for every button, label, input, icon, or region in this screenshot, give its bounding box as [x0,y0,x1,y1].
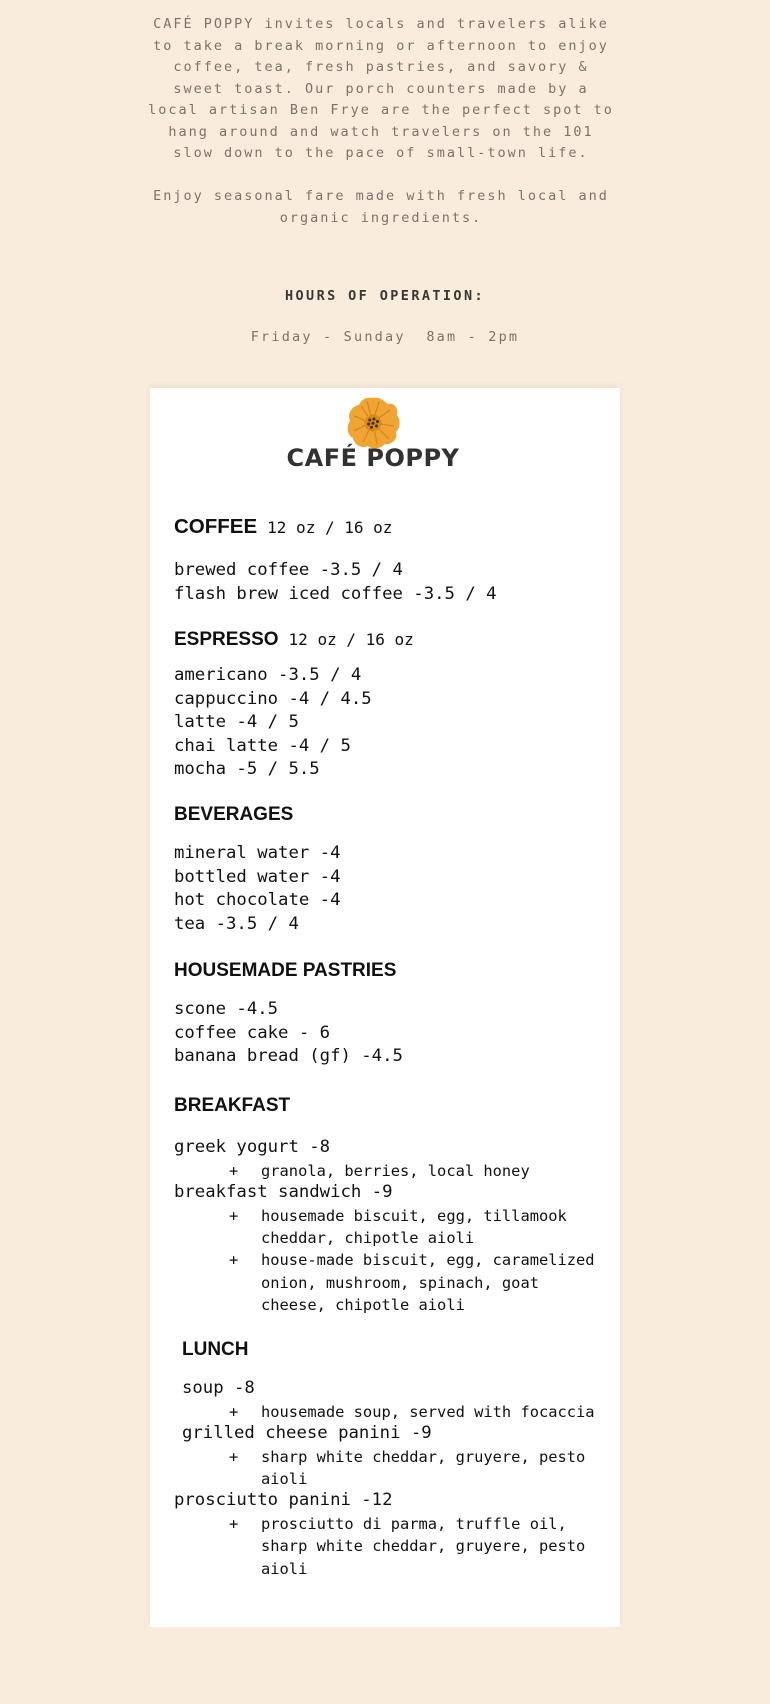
intro-paragraph: CAFÉ POPPY invites locals and travelers alike to take a break morning or afternoon to enjoy coffee, tea, fresh pastries, and savory & sweet toast. Our porch counters made by a local artisan Ben Frye are the perfect spot to hang around and watch travelers on the 101 slow down to the pace of small-town life. [148,16,614,161]
section-title: ESPRESSO [174,629,279,650]
beverages-list [174,842,614,936]
section-heading-coffee [174,515,392,539]
menu-item-detail: + housemade soup, served with focaccia [174,1401,601,1423]
pastries-list [174,998,614,1069]
menu-item: hot chocolate -4 [174,890,341,911]
menu-item: greek yogurt -8 [174,1137,331,1157]
menu-item: mocha -5 / 5.5 [174,759,320,780]
section-title-pastries: HOUSEMADE PASTRIES [174,960,397,981]
menu-card [150,388,620,1627]
menu-item-detail: + sharp white cheddar, gruyere, pesto aioli [229,1447,586,1488]
menu-item: latte -4 / 5 [174,712,299,733]
menu-item-detail: + house-made biscuit, egg, caramelized onion, mushroom, spinach, goat cheese, chipotle aioli [229,1251,595,1315]
menu-item: soup -8 [182,1378,255,1398]
coffee-list [174,559,614,606]
plus-bullet: + [229,1251,239,1270]
menu-item: coffee cake - 6 [174,1022,331,1043]
plus-bullet: + [229,1447,239,1466]
menu-item-detail: + granola, berries, local honey [174,1160,601,1182]
menu-item: mineral water -4 [174,843,341,863]
menu-item: flash brew iced coffee -3.5 / 4 [174,583,497,604]
intro-paragraph-fare: Enjoy seasonal fare made with fresh local and organic ingredients. [153,188,609,226]
section-title-beverages: BEVERAGES [174,804,294,825]
poppy-flower-icon [345,396,401,450]
section-title: COFFEE [174,515,258,538]
section-title-breakfast: BREAKFAST [174,1095,291,1116]
logo-wordmark: CAFÉ POPPY [286,444,460,472]
menu-item: tea -3.5 / 4 [174,913,299,934]
menu-item: americano -3.5 / 4 [174,665,362,685]
menu-item: chai latte -4 / 5 [174,735,351,756]
hours-value [0,329,770,345]
hours-days: Friday - Sunday [250,329,406,345]
menu-item: prosciutto panini -12 [174,1490,393,1511]
menu-item-detail: + housemade biscuit, egg, tillamook cheddar, chipotle aioli [229,1206,567,1247]
hours-heading: HOURS OF OPERATION: [284,288,486,304]
espresso-list [174,664,614,782]
menu-item: bottled water -4 [174,866,341,887]
menu-item-detail: + prosciutto di parma, truffle oil, sharp white cheddar, gruyere, pesto aioli [229,1515,586,1578]
menu-item: banana bread (gf) -4.5 [174,1046,403,1067]
section-sizes: 12 oz / 16 oz [267,518,393,537]
menu-item: cappuccino -4 / 4.5 [174,688,372,709]
plus-bullet: + [229,1206,239,1225]
section-sizes: 12 oz / 16 oz [288,630,414,649]
hours-times: 8am - 2pm [426,329,520,345]
menu-item: brewed coffee -3.5 / 4 [174,560,403,580]
section-heading-espresso [174,629,414,651]
menu-item: grilled cheese panini -9 [182,1423,432,1443]
lunch-list [174,1377,614,1580]
breakfast-list [174,1136,614,1317]
plus-bullet: + [229,1402,239,1421]
section-title-lunch: LUNCH [182,1339,249,1360]
plus-bullet: + [229,1161,239,1180]
menu-item: breakfast sandwich -9 [174,1182,393,1202]
plus-bullet: + [229,1515,239,1533]
menu-item: scone -4.5 [174,999,279,1019]
